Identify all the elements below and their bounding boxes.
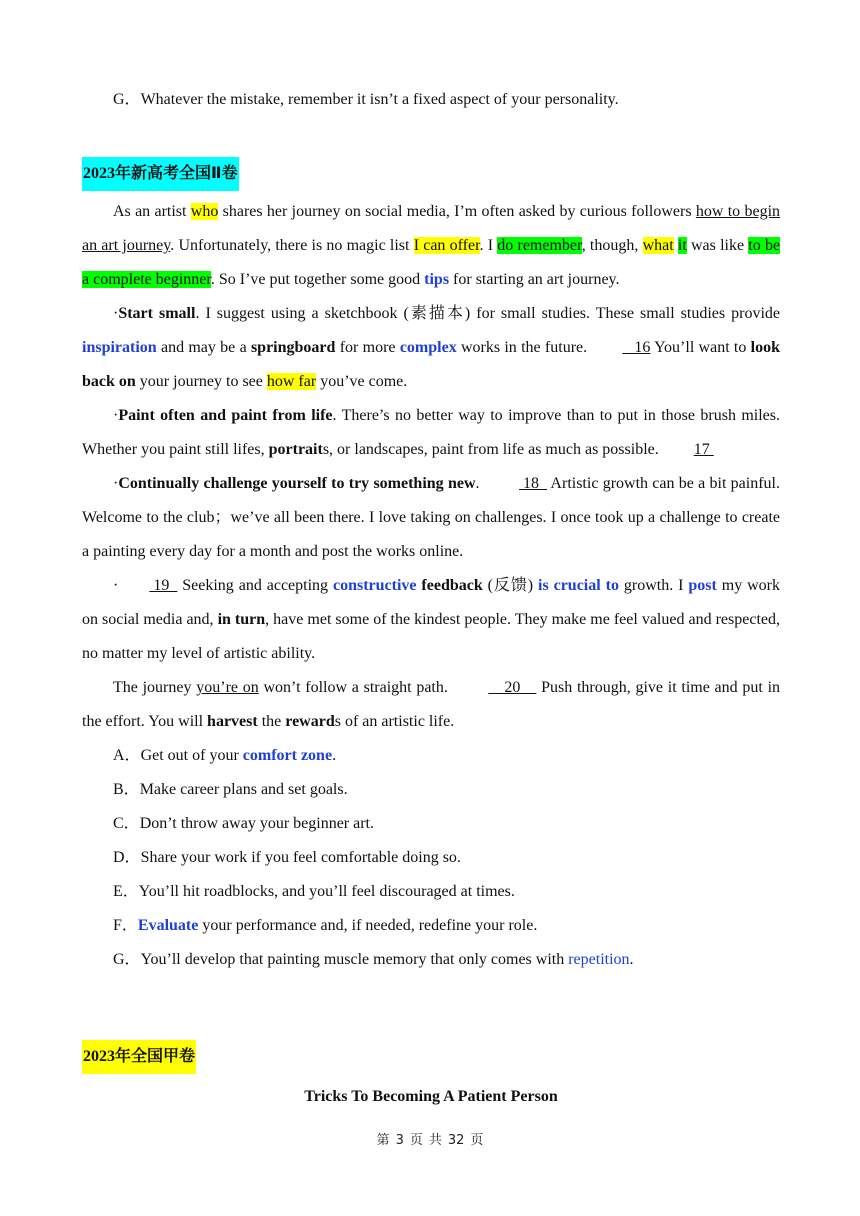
section-2023-ii (82, 157, 780, 977)
highlight-what: what (642, 237, 674, 254)
keyword: comfort zone (242, 747, 333, 764)
option-d[interactable]: D．Share your work if you feel comfortable doing so. (113, 849, 461, 866)
paragraph-intro: As an artist who shares her journey on social media, I’m often asked by curious followers how to begin an art journey. Unfortunately, there is no magic list I can offer. I do remember, though, what it was like to be a complete beginner. So I’ve put together some good tips for starting an art journey. (82, 203, 781, 288)
option-letter: G． (113, 91, 141, 108)
blank-16[interactable]: 16 (622, 339, 651, 356)
paragraph-feedback: · 19 Seeking and accepting constructive feedback (反馈) is crucial to growth. I post my work on social media and, in turn, have met some of the kindest people. They make me feel valued and respected, no matter my level of artistic ability. (82, 569, 780, 671)
section-heading: 2023年全国甲卷 (82, 1040, 196, 1074)
keyword: post (688, 577, 717, 594)
highlight-phrase: to be a complete beginner (82, 237, 781, 288)
option-a[interactable]: A．Get out of your comfort zone. (113, 747, 337, 764)
option-g[interactable]: G．You’ll develop that painting muscle memory that only comes with repetition. (113, 951, 634, 968)
paragraph-start-small: ·Start small. I suggest using a sketchbook (素描本) for small studies. These small studies provide inspiration and may be a springboard for more complex works in the future. 16 You’ll want to look back on your journey to see how far you’ve come. (82, 305, 781, 390)
bold-word: portrait (268, 441, 323, 458)
highlight-phrase: I can offer (413, 237, 480, 254)
bold-word: feedback (421, 577, 483, 594)
blank-18[interactable]: 18 (519, 475, 548, 492)
bold-word: springboard (250, 339, 336, 356)
option-e[interactable]: E．You’ll hit roadblocks, and you’ll feel discouraged at times. (113, 883, 515, 900)
keyword: is crucial to (538, 577, 619, 594)
highlight-who: who (190, 203, 219, 220)
options-list (82, 739, 780, 977)
bold-phrase: look back on (82, 339, 781, 390)
keyword: inspiration (82, 339, 157, 356)
blank-20[interactable]: 20 (488, 679, 537, 696)
page-total: 32 (447, 1133, 465, 1148)
blank-19[interactable]: 19 (149, 577, 178, 594)
option-f[interactable]: F．Evaluate your performance and, if needed, redefine your role. (113, 917, 538, 934)
tip-heading: Paint often and paint from life (118, 407, 333, 424)
paragraph-paint-often: ·Paint often and paint from life. There’s no better way to improve than to put in those brush miles. Whether you paint still lifes, portraits, or landscapes, paint from life as much as possible. 17 (82, 399, 780, 467)
option-b[interactable]: B．Make career plans and set goals. (113, 781, 348, 798)
section-2023-jia (82, 1040, 780, 1114)
section-heading: 2023年新高考全国Ⅱ卷 (82, 157, 239, 191)
page-footer: 第 3 页 共 32 页 (376, 1133, 484, 1148)
previous-option-g (82, 83, 780, 117)
keyword: repetition (568, 951, 630, 968)
keyword: constructive (332, 577, 417, 594)
option-text: Whatever the mistake, remember it isn’t a fixed aspect of your personality. (140, 91, 619, 108)
blank-17[interactable]: 17 (693, 441, 714, 458)
keyword: Evaluate (137, 917, 199, 934)
page-number: 3 (395, 1133, 404, 1148)
bold-word: reward (285, 713, 335, 730)
passage-title: Tricks To Becoming A Patient Person (304, 1088, 558, 1105)
paragraph-journey: The journey you’re on won’t follow a straight path. 20 Push through, give it time and put in the effort. You will harvest the rewards of an artistic life. (82, 671, 780, 739)
tip-heading: Continually challenge yourself to try something new (118, 475, 476, 492)
keyword-tips: tips (424, 271, 450, 288)
underline-phrase: you’re on (196, 679, 259, 696)
bold-word: harvest (207, 713, 258, 730)
highlight-it: it (677, 237, 687, 254)
bold-phrase: in turn (217, 611, 266, 628)
tip-heading: Start small (118, 305, 196, 322)
keyword: complex (399, 339, 457, 356)
highlight-phrase: how far (266, 373, 317, 390)
highlight-phrase: do remember (497, 237, 582, 254)
paragraph-challenge: ·Continually challenge yourself to try something new. 18 Artistic growth can be a bit painful. Welcome to the club；we’ve all been there. I love taking on challenges. I once took up a challenge to create a painting every day for a month and post the works online. (82, 467, 780, 569)
underline-phrase: how to begin an art journey (82, 203, 781, 254)
option-c[interactable]: C．Don’t throw away your beginner art. (113, 815, 374, 832)
